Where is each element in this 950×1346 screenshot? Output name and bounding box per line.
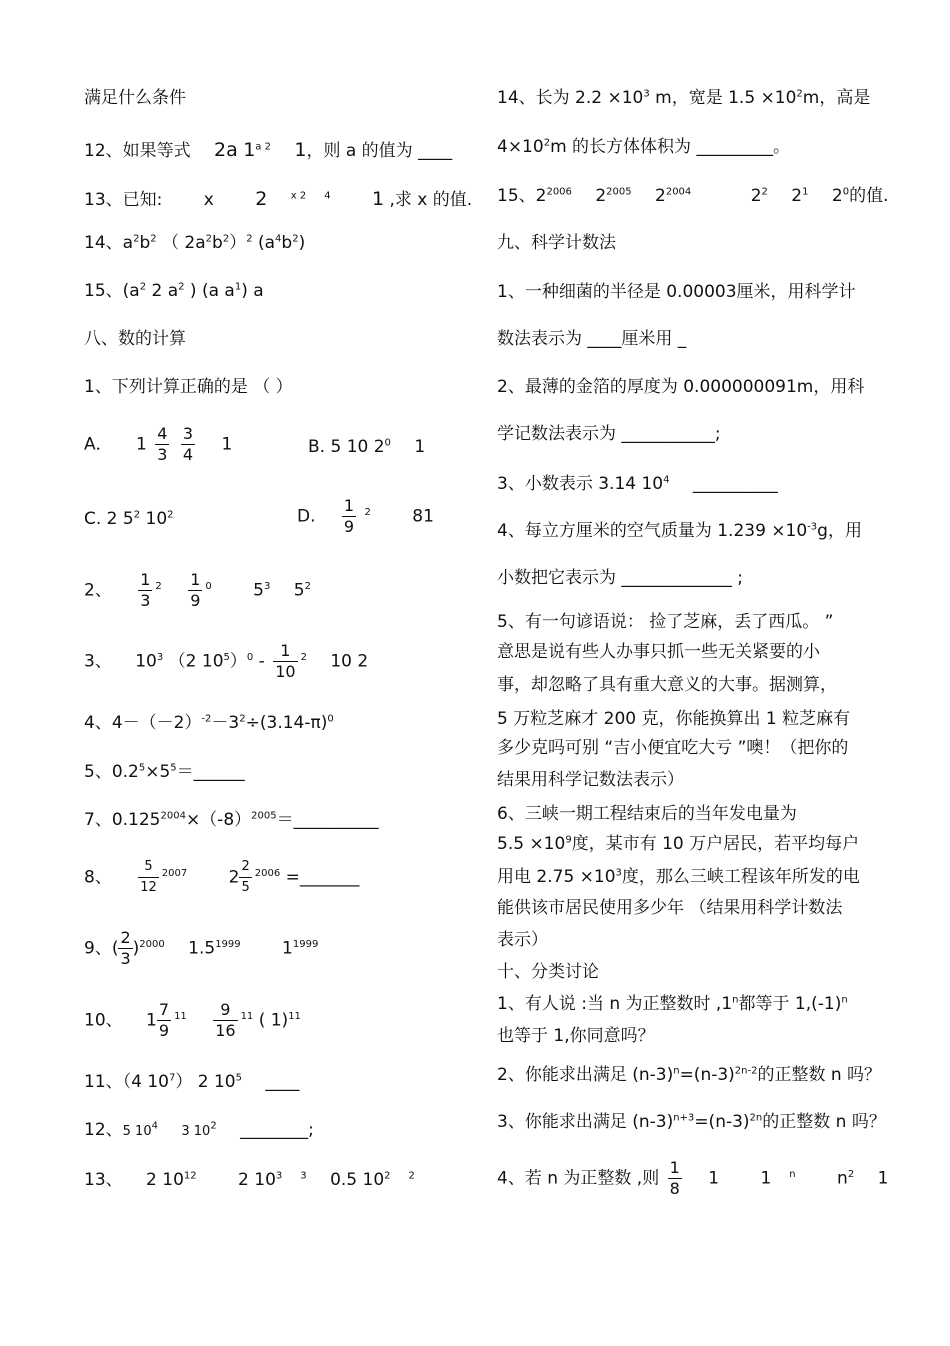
option-b: B. 5 10 $2^0$ 1 [308,437,426,457]
problem-5-line-3: 事，却忽略了具有重大意义的大事。据测算， [497,675,837,695]
question-7: 7、$0.125^{2004}\times(-8)^{2005}=\_\_\_\_\_\_\_\_\_\_$ [84,810,379,830]
question-13: 13、已知: x 2 $^{x 2}$ $^4$ 1 ,求 x 的值. [84,188,473,210]
problem-5-line-2: 意思是说有些人办事只抓一些无关紧要的小 [497,642,820,662]
question-2: 2、 $\frac{1}{3}$ $^2$ $\frac{1}{9}$ $^0$ $5^3$ $5^2$ [84,570,311,610]
problem-5-line-5: 多少克吗可别 “吉小便宜吃大亏 ”噢！（把你的 [497,738,849,758]
section-heading-10: 十、分类讨论 [497,962,599,982]
problem-5-line-6: 结果用科学记数法表示） [497,770,684,790]
question-12: 12、如果等式 2a $1^{a 2}$ 1，则 a 的值为 ____ [84,139,453,161]
problem-5-line-4: 5 万粒芝麻才 200 克，你能换算出 1 粒芝麻有 [497,709,851,729]
question-8: 8、 $\frac{5}{12}$ $^{2007}$ 2 $\frac{2}{5}$ $^{2006}$ =_______ [84,859,360,895]
question-14-right-cont: $4\times 10^2m$ 的长方体体积为 _________。 [497,137,790,157]
question-3: 3、 $10^3$ （2 $10^5)^0$ - $\frac{1}{10}$ $^2$ 10 2 [84,641,369,681]
discussion-4: 4、若 n 为正整数 ,则 $\frac{1}{8}$ 1 1 $^n$ $n^2$ 1 [497,1158,889,1198]
option-d: D. $\frac{1}{9}$ $^2$ 81 [297,496,434,536]
question-14-right: 14、长为 $2.2 \times 10^3$ m，宽是 $1.5 \times 10^2m$，高是 [497,88,871,108]
section-heading-8: 八、数的计算 [84,329,186,349]
problem-6-line-2: $5.5 \times 10^9$度，某市有 10 万户居民，若平均每户 [497,834,860,854]
problem-6-line-5: 表示） [497,930,548,950]
problem-2-line-2: 学记数法表示为 ___________; [497,424,721,444]
problem-4-line-1: 4、每立方厘米的空气质量为 $1.239 \times 10^{-3}g$，用 [497,521,862,541]
question-15-right: 15、$2^{2006}$ $2^{2005}$ $2^{2004}$ $2^2$ $2^1$ $2^0$的值. [497,186,889,206]
discussion-1-line-1: 1、有人说 :当 n 为正整数时 ,1$^n$都等于 $1,(-1)^n$ [497,994,848,1014]
question-5: 5、$0.2^5\times 5^5=\_\_\_\_\_\_$ [84,762,245,782]
option-c: C. 2 $5^2$ $10^2$ [84,509,174,529]
question-4: 4、$4-(-2)^{-2}-3^2\div(3.14-\pi)^0$ [84,713,334,733]
problem-1-line-1: 1、一种细菌的半径是 0.00003厘米，用科学计 [497,282,856,302]
problem-3: 3、小数表示 3.14 $10^4$ __________ [497,474,778,494]
question-1: 1、下列计算正确的是 （ ） [84,377,293,397]
question-9: 9、( $\frac{2}{3}$ )$^{2000}$ $1.5^{1999}$ $1^{1999}$ [84,928,319,968]
text-line: 满足什么条件 [84,88,186,108]
question-10: 10、 1 $\frac{7}{9}$ $^{11}$ $\frac{9}{16}$ $^{11}$ ( 1)$^{11}$ [84,1000,301,1040]
problem-2-line-1: 2、最薄的金箔的厚度为 0.000000091m，用科 [497,377,865,397]
discussion-1-line-2: 也等于 1,你同意吗？ [497,1026,655,1046]
problem-6-line-3: 用电 $2.75 \times 10^3$度，那么三峡工程该年所发的电 [497,867,860,887]
question-12b: 12、5 $10^4$ 3 $10^2$ ________; [84,1120,314,1140]
problem-4-line-2: 小数把它表示为 _____________ ; [497,568,744,588]
question-15: 15、($a^2$ 2 $a^2$ ) (a $a^1$) a [84,281,264,301]
problem-1-line-2: 数法表示为 ____厘米用 _ [497,329,687,349]
question-14: 14、$a^2b^2$ （ $2a^2b^2)^2$ $(a^4b^2)$ [84,233,306,253]
problem-6-line-4: 能供该市居民使用多少年 （结果用科学计数法 [497,898,843,918]
question-13b: 13、 2 $10^{12}$ 2 $10^3$ $^3$ 0.5 $10^2$ $^2$ [84,1170,415,1190]
problem-5-line-1: 5、有一句谚语说： 捡了芝麻，丢了西瓜。 ” [497,612,834,632]
option-a: A． 1 $\frac{4}{3}$ $\frac{3}{4}$ 1 [84,424,233,464]
discussion-3: 3、你能求出满足 $(n-3)^{n+3}=(n-3)^{2n}$的正整数 n 吗？ [497,1112,886,1132]
discussion-2: 2、你能求出满足 $(n-3)^n=(n-3)^{2n-2}$的正整数 n 吗？ [497,1065,882,1085]
question-11: 11、（4 $10^7$） 2 $10^5$ ____ [84,1072,300,1092]
section-heading-9: 九、科学计数法 [497,233,616,253]
problem-6-line-1: 6、三峡一期工程结束后的当年发电量为 [497,804,797,824]
